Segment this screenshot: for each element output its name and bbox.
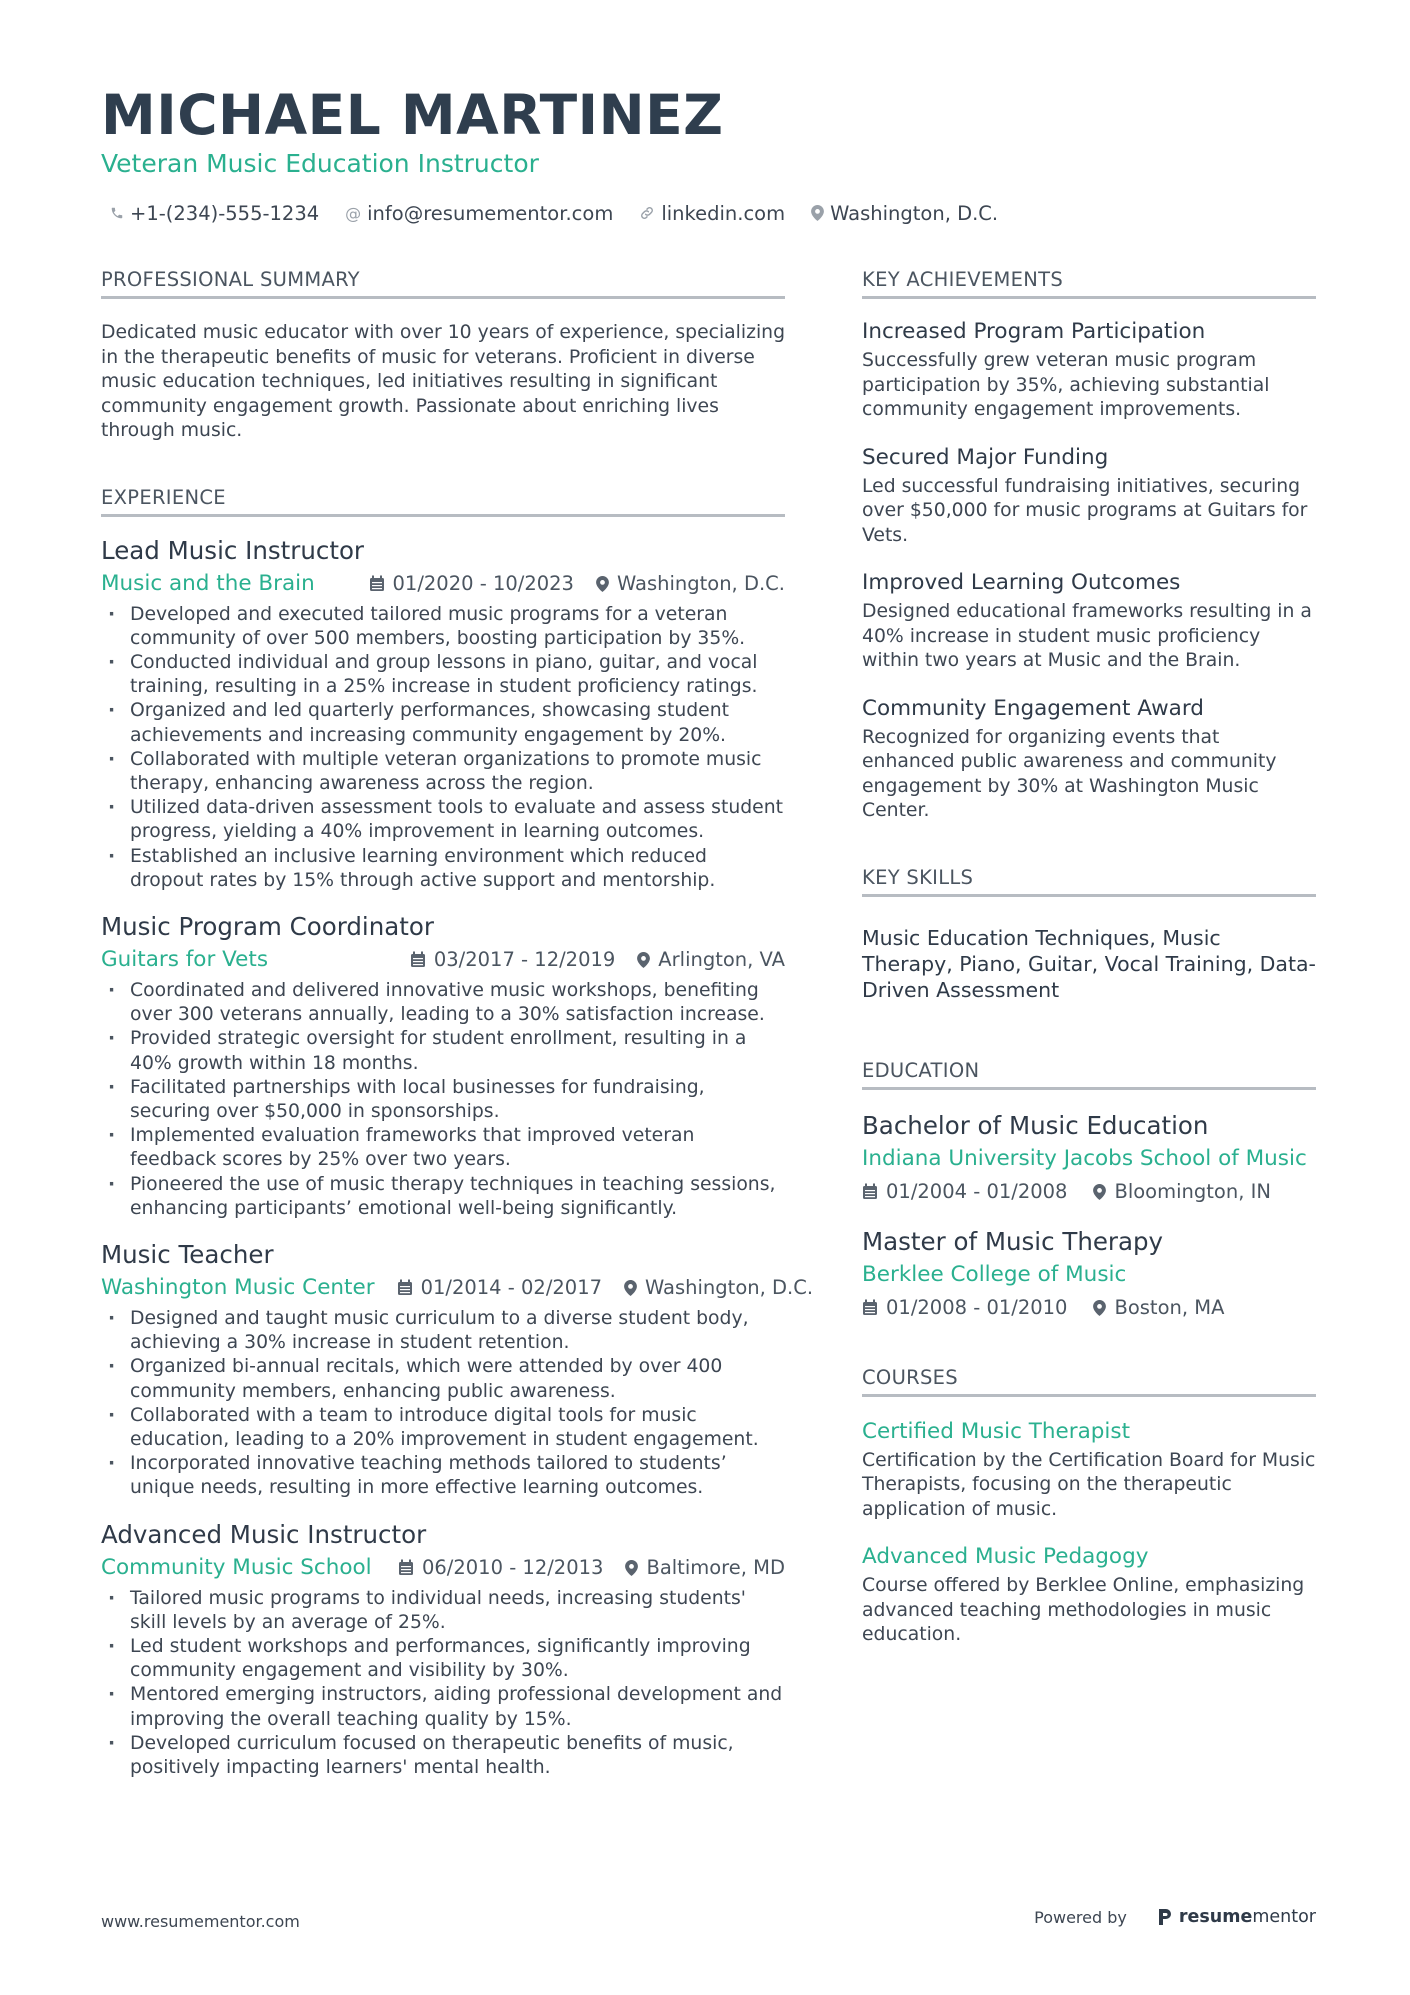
resumementor-logo[interactable] <box>1157 1907 1316 1927</box>
job-location <box>624 1276 813 1299</box>
job-location <box>596 572 785 595</box>
job-bullets <box>101 1587 785 1781</box>
bullet-item: · Mentored emerging instructors, aiding professional development and improving the overall teaching quality by 15%. <box>101 1683 785 1731</box>
bullet-item: · Organized and led quarterly performances, showcasing student achievements and increasing community engagement by 20%. <box>101 699 785 747</box>
achievement-title: Increased Program Participation <box>862 319 1206 344</box>
job-location-text: Arlington, VA <box>658 948 785 972</box>
footer-website[interactable]: www.resumementor.com <box>101 1912 300 1931</box>
bullet-item: · Collaborated with multiple veteran organizations to promote music therapy, enhancing awareness across the region. <box>101 748 785 796</box>
bullet-item: · Facilitated partnerships with local businesses for fundraising, securing over $50,000 in sponsorships. <box>101 1076 785 1124</box>
logo-text-light: mentor <box>1252 1907 1316 1927</box>
candidate-title: Veteran Music Education Instructor <box>101 149 539 178</box>
job-company: Guitars for Vets <box>101 947 269 973</box>
education-dates-text: 01/2004 - 01/2008 <box>886 1180 1068 1203</box>
link-icon <box>639 205 655 221</box>
course-item <box>862 1417 1316 1523</box>
course-desc: Course offered by Berklee Online, emphasizing advanced teaching methodologies in music education. <box>862 1575 1305 1645</box>
calendar-icon <box>398 1559 414 1576</box>
skills-heading: KEY SKILLS <box>862 866 1316 897</box>
education-dates <box>862 1180 1067 1203</box>
courses-heading: COURSES <box>862 1366 1316 1397</box>
bullet-item: · Designed and taught music curriculum to a diverse student body, achieving a 30% increase in student retention. <box>101 1307 785 1355</box>
achievements-heading: KEY ACHIEVEMENTS <box>862 268 1316 299</box>
bullet-item: · Collaborated with a team to introduce digital tools for music education, leading to a 20% improvement in student engagement. <box>101 1404 785 1452</box>
course-title: Advanced Music Pedagogy <box>862 1544 1149 1569</box>
resumementor-logo-icon <box>1157 1907 1173 1927</box>
achievement-item <box>862 317 1316 423</box>
calendar-icon <box>397 1279 413 1296</box>
job-entry <box>101 1519 785 1781</box>
job-dates <box>369 572 574 595</box>
job-bullets <box>101 603 785 893</box>
logo-text-bold: resume <box>1178 1907 1253 1927</box>
achievement-title: Improved Learning Outcomes <box>862 570 1181 595</box>
achievement-item <box>862 568 1316 674</box>
education-heading: EDUCATION <box>862 1059 1316 1090</box>
location-pin-icon <box>596 576 609 592</box>
calendar-icon <box>369 575 385 592</box>
footer-branding <box>1034 1907 1316 1927</box>
job-dates-text: 06/2010 - 12/2013 <box>421 1556 604 1580</box>
education-location <box>1093 1180 1270 1203</box>
contact-linkedin[interactable] <box>639 202 785 225</box>
job-role: Lead Music Instructor <box>101 535 365 565</box>
right-column <box>862 268 1316 1648</box>
achievement-title: Community Engagement Award <box>862 695 1204 721</box>
candidate-name: MICHAEL MARTINEZ <box>101 83 724 147</box>
phone-icon <box>110 206 124 220</box>
achievement-desc: Successfully grew veteran music program participation by 35%, achieving substantial community engagement improvements. <box>862 350 1270 420</box>
contact-email[interactable] <box>345 202 613 225</box>
bullet-item: · Conducted individual and group lessons in piano, guitar, and vocal training, resulting in a 25% increase in student proficiency ratings. <box>101 651 785 699</box>
education-meta <box>862 1294 1316 1322</box>
bullet-item: · Organized bi-annual recitals, which were attended by over 400 community members, enhancing public awareness. <box>101 1355 785 1403</box>
job-bullets <box>101 1307 785 1501</box>
job-meta <box>101 1273 814 1303</box>
education-degree: Bachelor of Music Education <box>862 1110 1209 1140</box>
job-meta <box>101 569 785 599</box>
job-location-text: Baltimore, MD <box>646 1556 785 1580</box>
job-company: Music and the Brain <box>101 571 315 596</box>
bullet-item: · Established an inclusive learning environment which reduced dropout rates by 15% through active support and mentorship. <box>101 845 785 893</box>
achievement-item <box>862 443 1316 549</box>
at-icon: @ <box>345 203 362 223</box>
location-pin-icon <box>1093 1300 1106 1316</box>
education-meta <box>862 1178 1316 1206</box>
education-location-text: Bloomington, IN <box>1114 1180 1271 1203</box>
calendar-icon <box>410 951 426 968</box>
bullet-item: · Led student workshops and performances, significantly improving community engagement and visibility by 30%. <box>101 1635 785 1683</box>
contact-phone[interactable] <box>110 202 319 225</box>
education-dates-text: 01/2008 - 01/2010 <box>886 1296 1068 1319</box>
bullet-item: · Coordinated and delivered innovative music workshops, benefiting over 300 veterans annually, leading to a 30% satisfaction increase. <box>101 979 785 1027</box>
achievement-item <box>862 694 1316 824</box>
job-entry <box>101 1239 814 1501</box>
experience-heading: EXPERIENCE <box>101 486 785 517</box>
job-dates <box>410 948 615 971</box>
job-location <box>637 948 785 971</box>
summary-text: Dedicated music educator with over 10 years of experience, specializing in the therapeutic benefits of music for veterans. Proficient in diverse music education techniques, led initiatives resulting in significant community engagement growth. Passionate about enriching lives through music. <box>101 322 786 441</box>
job-company: Community Music School <box>101 1555 372 1581</box>
summary-heading: PROFESSIONAL SUMMARY <box>101 268 785 299</box>
job-role: Music Program Coordinator <box>101 911 434 941</box>
bullet-item: · Pioneered the use of music therapy techniques in teaching sessions, enhancing participants’ emotional well-being significantly. <box>101 1173 785 1221</box>
left-column <box>101 268 814 1780</box>
location-pin-icon <box>1093 1184 1106 1200</box>
contact-location <box>811 202 998 225</box>
education-school: Indiana University Jacobs School of Music <box>862 1145 1307 1171</box>
linkedin-text: linkedin.com <box>661 201 786 225</box>
job-location <box>625 1556 785 1579</box>
calendar-icon <box>862 1299 878 1316</box>
job-dates-text: 01/2014 - 02/2017 <box>420 1276 603 1300</box>
job-location-text: Washington, D.C. <box>645 1276 814 1300</box>
location-pin-icon <box>811 205 824 221</box>
job-role: Music Teacher <box>101 1239 274 1269</box>
job-bullets <box>101 979 785 1221</box>
powered-by-text: Powered by <box>1034 1907 1127 1927</box>
job-dates <box>397 1276 602 1299</box>
job-dates-text: 01/2020 - 10/2023 <box>392 572 574 595</box>
course-desc: Certification by the Certification Board for Music Therapists, focusing on the therapeutic application of music. <box>862 1449 1316 1520</box>
job-role: Advanced Music Instructor <box>101 1519 427 1549</box>
bullet-item: · Tailored music programs to individual needs, increasing students' skill levels by an average of 25%. <box>101 1587 785 1635</box>
location-text: Washington, D.C. <box>830 201 999 225</box>
education-location-text: Boston, MA <box>1114 1296 1225 1319</box>
bullet-item: · Provided strategic oversight for student enrollment, resulting in a 40% growth within 18 months. <box>101 1027 785 1075</box>
education-degree: Master of Music Therapy <box>862 1226 1164 1256</box>
bullet-item: · Utilized data-driven assessment tools to evaluate and assess student progress, yielding a 40% improvement in learning outcomes. <box>101 796 785 844</box>
education-school: Berklee College of Music <box>862 1261 1127 1287</box>
achievement-title: Secured Major Funding <box>862 444 1109 470</box>
job-entry <box>101 911 785 1221</box>
job-meta <box>101 945 785 975</box>
achievement-desc: Designed educational frameworks resulting in a 40% increase in student music proficiency within two years at Music and the Brain. <box>862 601 1312 671</box>
bullet-item: · Implemented evaluation frameworks that improved veteran feedback scores by 25% over two years. <box>101 1124 785 1172</box>
location-pin-icon <box>624 1280 637 1296</box>
job-entry <box>101 535 785 893</box>
location-pin-icon <box>625 1560 638 1576</box>
job-dates-text: 03/2017 - 12/2019 <box>433 948 616 972</box>
job-location-text: Washington, D.C. <box>616 572 785 595</box>
course-item <box>862 1542 1316 1648</box>
job-company: Washington Music Center <box>101 1275 375 1301</box>
course-title: Certified Music Therapist <box>862 1418 1130 1444</box>
education-dates <box>862 1296 1067 1319</box>
calendar-icon <box>862 1183 878 1200</box>
location-pin-icon <box>637 952 650 968</box>
bullet-item: · Developed and executed tailored music programs for a veteran community of over 500 members, boosting participation by 35%. <box>101 603 785 651</box>
education-item <box>862 1226 1316 1322</box>
job-dates <box>398 1556 603 1579</box>
contact-bar <box>110 199 1024 227</box>
email-text: info@resumementor.com <box>367 201 614 225</box>
achievement-desc: Recognized for organizing events that enhanced public awareness and community engagement by 30% at Washington Music Center. <box>862 726 1277 821</box>
achievement-desc: Led successful fundraising initiatives, securing over $50,000 for music programs at Guitars for Vets. <box>862 475 1308 546</box>
skills-text: Music Education Techniques, Music Therapy, Piano, Guitar, Vocal Training, Data-Driven Assessment <box>862 925 1316 1002</box>
bullet-item: · Incorporated innovative teaching methods tailored to students’ unique needs, resulting in more effective learning outcomes. <box>101 1452 785 1500</box>
phone-text: +1-(234)-555-1234 <box>130 201 320 225</box>
job-meta <box>101 1553 785 1583</box>
education-item <box>862 1110 1316 1206</box>
bullet-item: · Developed curriculum focused on therapeutic benefits of music, positively impacting learners' mental health. <box>101 1732 785 1780</box>
education-location <box>1093 1296 1224 1319</box>
